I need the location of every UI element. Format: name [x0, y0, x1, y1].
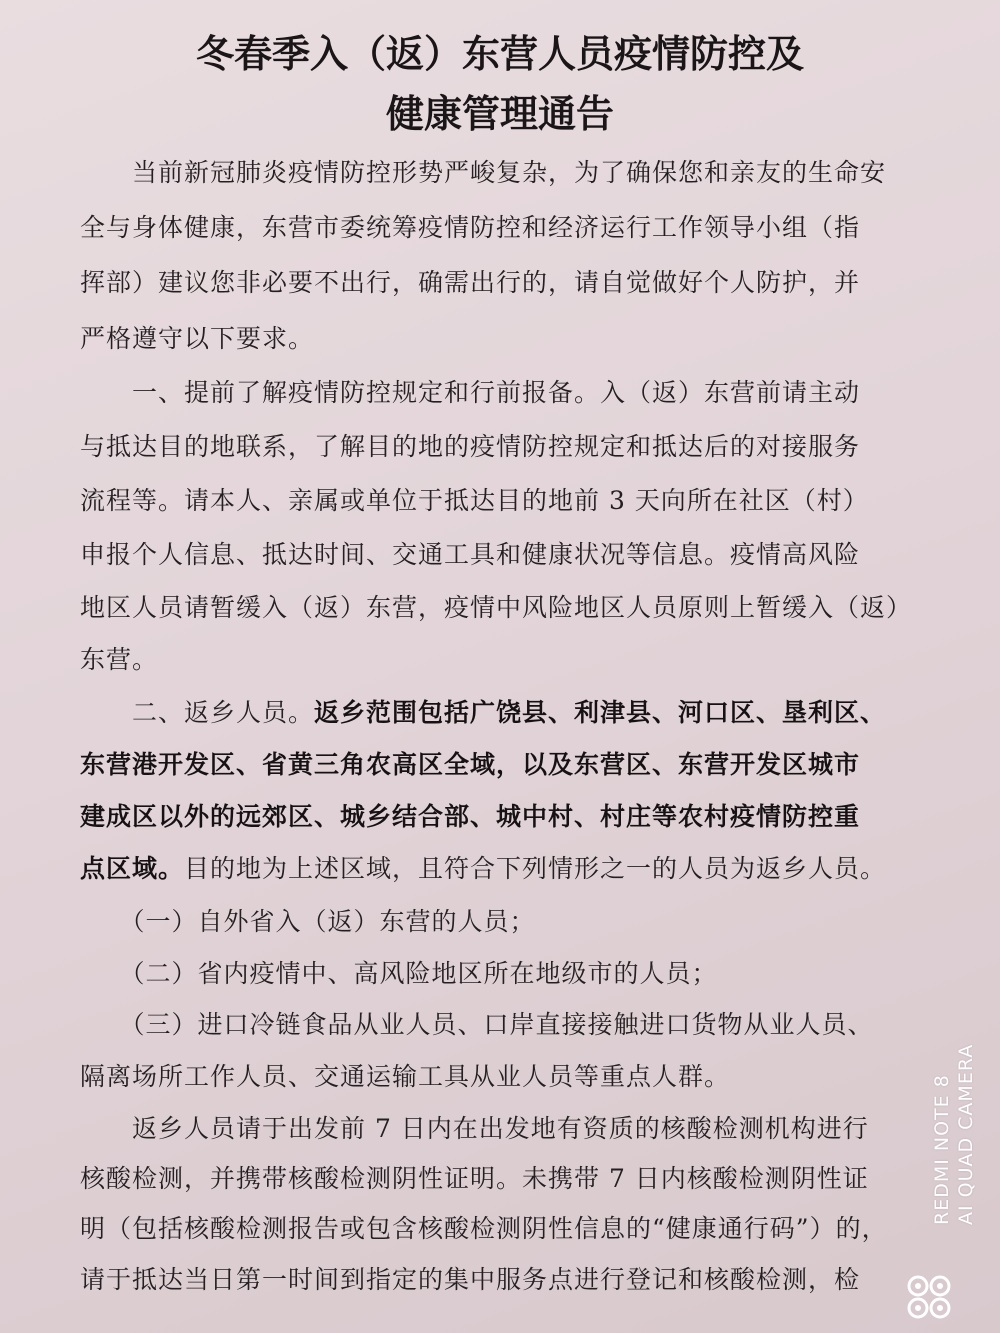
watermark-model: REDMI NOTE 8 [931, 1074, 953, 1225]
body-line: （二）省内疫情中、高风险地区所在地级市的人员； [80, 959, 718, 988]
body-line: 请于抵达当日第一时间到指定的集中服务点进行登记和核酸检测，检 [80, 1265, 861, 1294]
section-two-heading: 二、返乡人员。 [80, 698, 315, 727]
body-line-section-two-end [80, 852, 940, 886]
notice-title-line1: 冬春季入（返）东营人员疫情防控及 [195, 32, 804, 76]
body-line: 一、提前了解疫情防控规定和行前报备。入（返）东营前请主动 [80, 378, 861, 407]
body-line: 隔离场所工作人员、交通运输工具从业人员等重点人群。 [80, 1062, 731, 1091]
body-line: （一）自外省入（返）东营的人员； [80, 907, 536, 936]
body-line: 东营港开发区、省黄三角农高区全域，以及东营区、东营开发区城市 [80, 750, 861, 779]
body-line: 明（包括核酸检测报告或包含核酸检测阴性信息的“健康通行码”）的， [80, 1214, 888, 1243]
body-line: 申报个人信息、抵达时间、交通工具和健康状况等信息。疫情高风险 [80, 540, 861, 569]
scope-end: 点区域。 [80, 854, 185, 883]
body-line: 全与身体健康，东营市委统筹疫情防控和经济运行工作领导小组（指 [80, 213, 861, 242]
body-line: 建成区以外的远郊区、城乡结合部、城中村、村庄等农村疫情防控重 [80, 802, 861, 831]
section-two-scope: 返乡范围包括广饶县、利津县、河口区、垦利区、 [314, 698, 887, 727]
body-line: 返乡人员请于出发前 7 日内在出发地有资质的核酸检测机构进行 [80, 1114, 869, 1143]
body-line: 流程等。请本人、亲属或单位于抵达目的地前 3 天向所在社区（村） [80, 486, 869, 515]
body-line: 东营。 [80, 645, 159, 674]
body-line: 地区人员请暂缓入（返）东营，疫情中风险地区人员原则上暂缓入（返） [80, 593, 913, 622]
notice-title-line2: 健康管理通告 [385, 92, 614, 136]
returnee-definition: 目的地为上述区域，且符合下列情形之一的人员为返乡人员。 [184, 854, 887, 883]
body-line: 严格遵守以下要求。 [80, 324, 315, 353]
body-line: 核酸检测，并携带核酸检测阴性证明。未携带 7 日内核酸检测阴性证 [80, 1164, 869, 1193]
watermark-camera: AI QUAD CAMERA [955, 1043, 977, 1225]
body-line-section-two [80, 696, 940, 730]
body-line: 当前新冠肺炎疫情防控形势严峻复杂，为了确保您和亲友的生命安 [80, 158, 887, 187]
body-line: 挥部）建议您非必要不出行，确需出行的，请自觉做好个人防护，并 [80, 268, 861, 297]
body-line: （三）进口冷链食品从业人员、口岸直接接触进口货物从业人员、 [80, 1010, 874, 1039]
body-line: 与抵达目的地联系，了解目的地的疫情防控规定和抵达后的对接服务 [80, 432, 861, 461]
